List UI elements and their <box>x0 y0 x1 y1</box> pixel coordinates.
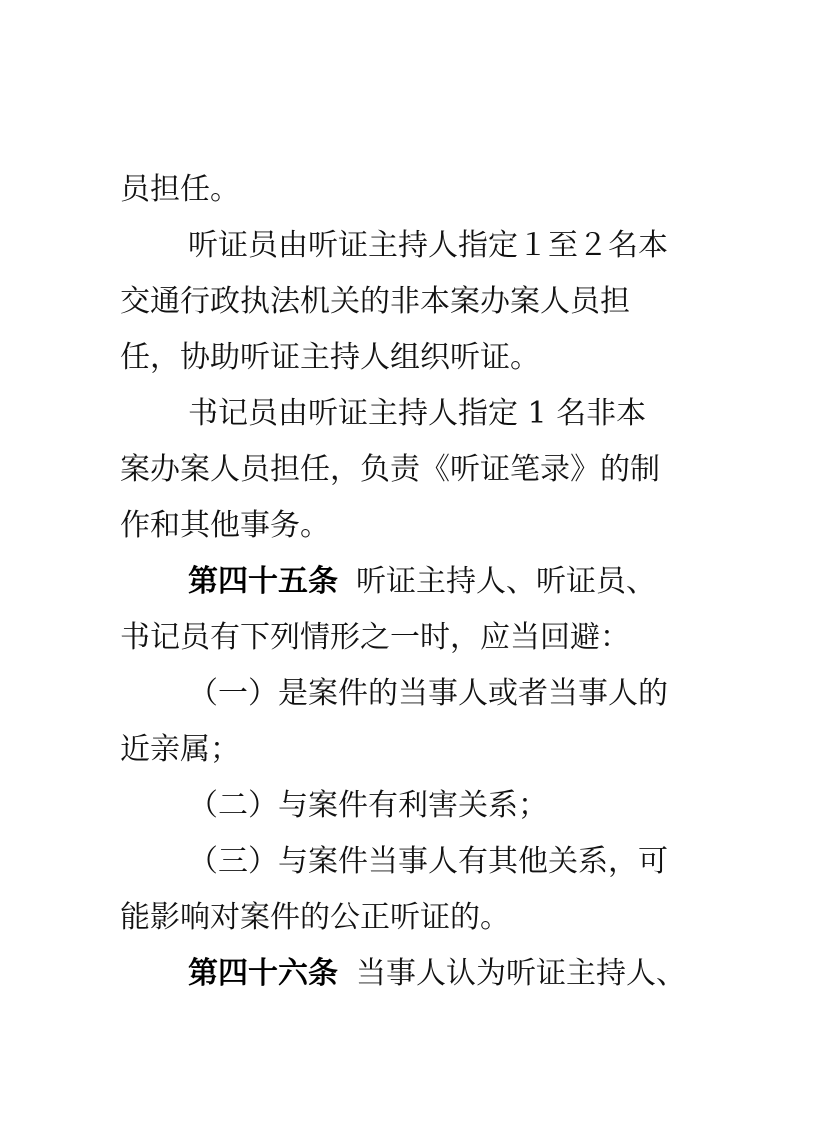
text-line <box>120 330 540 386</box>
article-45-title: 第四十五条 <box>188 564 338 599</box>
text-line <box>120 274 710 330</box>
text-line <box>188 218 710 274</box>
text-line <box>188 386 710 442</box>
line-text: 员担任。 <box>120 172 240 207</box>
line-text: 书记员有下列情形之一时，应当回避： <box>120 620 630 655</box>
list-item <box>188 778 548 834</box>
line-text: 当事人认为听证主持人、 <box>356 956 686 991</box>
line-text: 近亲属； <box>120 732 240 767</box>
text-line <box>120 610 678 666</box>
line-text: （三）与案件当事人有其他关系，可 <box>188 844 668 879</box>
line-text: 书记员由听证主持人指定 1 名非本 <box>188 396 647 431</box>
line-text: 听证主持人、听证员、 <box>356 564 656 599</box>
text-line <box>120 722 240 778</box>
line-text: （二）与案件有利害关系； <box>188 788 548 823</box>
text-line <box>120 442 710 498</box>
line-text: 案办案人员担任，负责《听证笔录》的制 <box>120 452 660 487</box>
text-line <box>120 890 510 946</box>
line-text: 作和其他事务。 <box>120 508 330 543</box>
line-text: 能影响对案件的公正听证的。 <box>120 900 510 935</box>
text-line <box>120 162 240 218</box>
list-item <box>188 834 710 890</box>
line-text: 任，协助听证主持人组织听证。 <box>120 340 540 375</box>
article-46-line <box>188 946 686 1002</box>
line-text: 交通行政执法机关的非本案办案人员担 <box>120 284 630 319</box>
line-text: 听证员由听证主持人指定１至２名本 <box>188 228 668 263</box>
list-item <box>188 666 710 722</box>
article-46-title: 第四十六条 <box>188 956 338 991</box>
article-45-line <box>188 554 656 610</box>
text-line <box>120 498 330 554</box>
line-text: （一）是案件的当事人或者当事人的 <box>188 676 668 711</box>
